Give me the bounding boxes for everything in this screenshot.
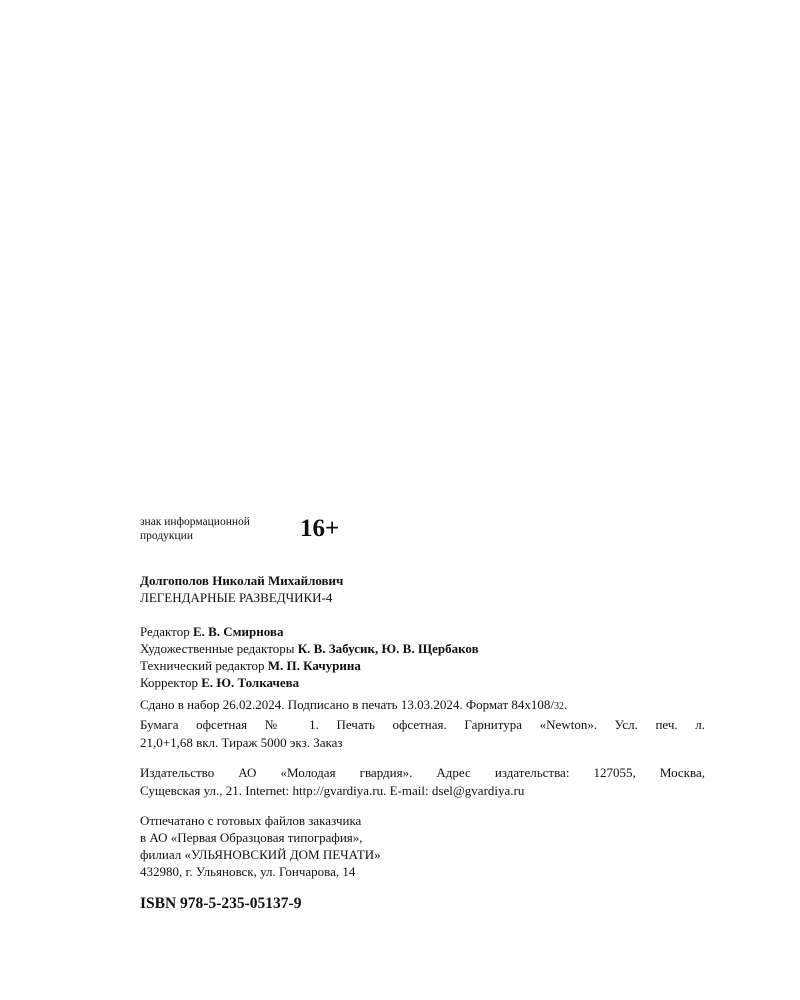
credit-role: Корректор <box>140 675 198 690</box>
printer-line-4: 432980, г. Ульяновск, ул. Гончарова, 14 <box>140 864 356 879</box>
publisher-line-1: Издательство АО «Молодая гвардия». Адрес издательства: 127055, Москва, <box>140 765 705 780</box>
credit-line-art-editors <box>140 640 479 657</box>
credit-line-tech-editor <box>140 657 479 674</box>
credit-names: К. В. Забусик, Ю. В. Щербаков <box>297 641 479 656</box>
publisher-line-2: Сущевская ул., 21. Internet: http://gvardiya.ru. E-mail: dsel@gvardiya.ru <box>140 783 525 798</box>
printer-info <box>140 812 381 880</box>
print-details-line-3: 21,0+1,68 вкл. Тираж 5000 экз. Заказ <box>140 735 343 750</box>
print-line-end: . <box>564 697 568 712</box>
credit-names: Е. Ю. Толкачева <box>201 675 300 690</box>
book-title: ЛЕГЕНДАРНЫЕ РАЗВЕДЧИКИ-4 <box>140 590 333 605</box>
print-dates-format: Сдано в набор 26.02.2024. Подписано в печать 13.03.2024. Формат 84х108/ <box>140 697 555 712</box>
print-details-line-1 <box>140 696 705 716</box>
age-caption-line-1: знак информационной <box>140 516 250 528</box>
printer-line-3: филиал «УЛЬЯНОВСКИЙ ДОМ ПЕЧАТИ» <box>140 847 381 862</box>
credit-role: Художественные редакторы <box>140 641 295 656</box>
isbn: ISBN 978-5-235-05137-9 <box>140 895 302 912</box>
age-caption-line-2: продукции <box>140 530 193 542</box>
credit-role: Технический редактор <box>140 658 265 673</box>
print-details-line-2: Бумага офсетная № 1. Печать офсетная. Гарнитура «Newton». Усл. печ. л. <box>140 717 705 732</box>
printer-line-2: в АО «Первая Образцовая типография», <box>140 830 363 845</box>
book-info <box>140 572 343 606</box>
credits <box>140 623 479 691</box>
credit-line-proofreader <box>140 674 479 691</box>
credit-role: Редактор <box>140 624 190 639</box>
format-fraction: 32 <box>554 701 565 712</box>
age-rating-mark: 16+ <box>300 515 340 542</box>
author-name: Долгополов Николай Михайлович <box>140 573 344 588</box>
publisher-info <box>140 764 705 800</box>
age-rating-block <box>140 514 339 544</box>
printer-line-1: Отпечатано с готовых файлов заказчика <box>140 813 362 828</box>
credit-names: М. П. Качурина <box>267 658 361 673</box>
age-rating-caption <box>140 515 300 543</box>
print-details <box>140 696 705 752</box>
isbn-block <box>140 894 301 914</box>
credit-line-editor <box>140 623 479 640</box>
credit-names: Е. В. Смирнова <box>192 624 284 639</box>
